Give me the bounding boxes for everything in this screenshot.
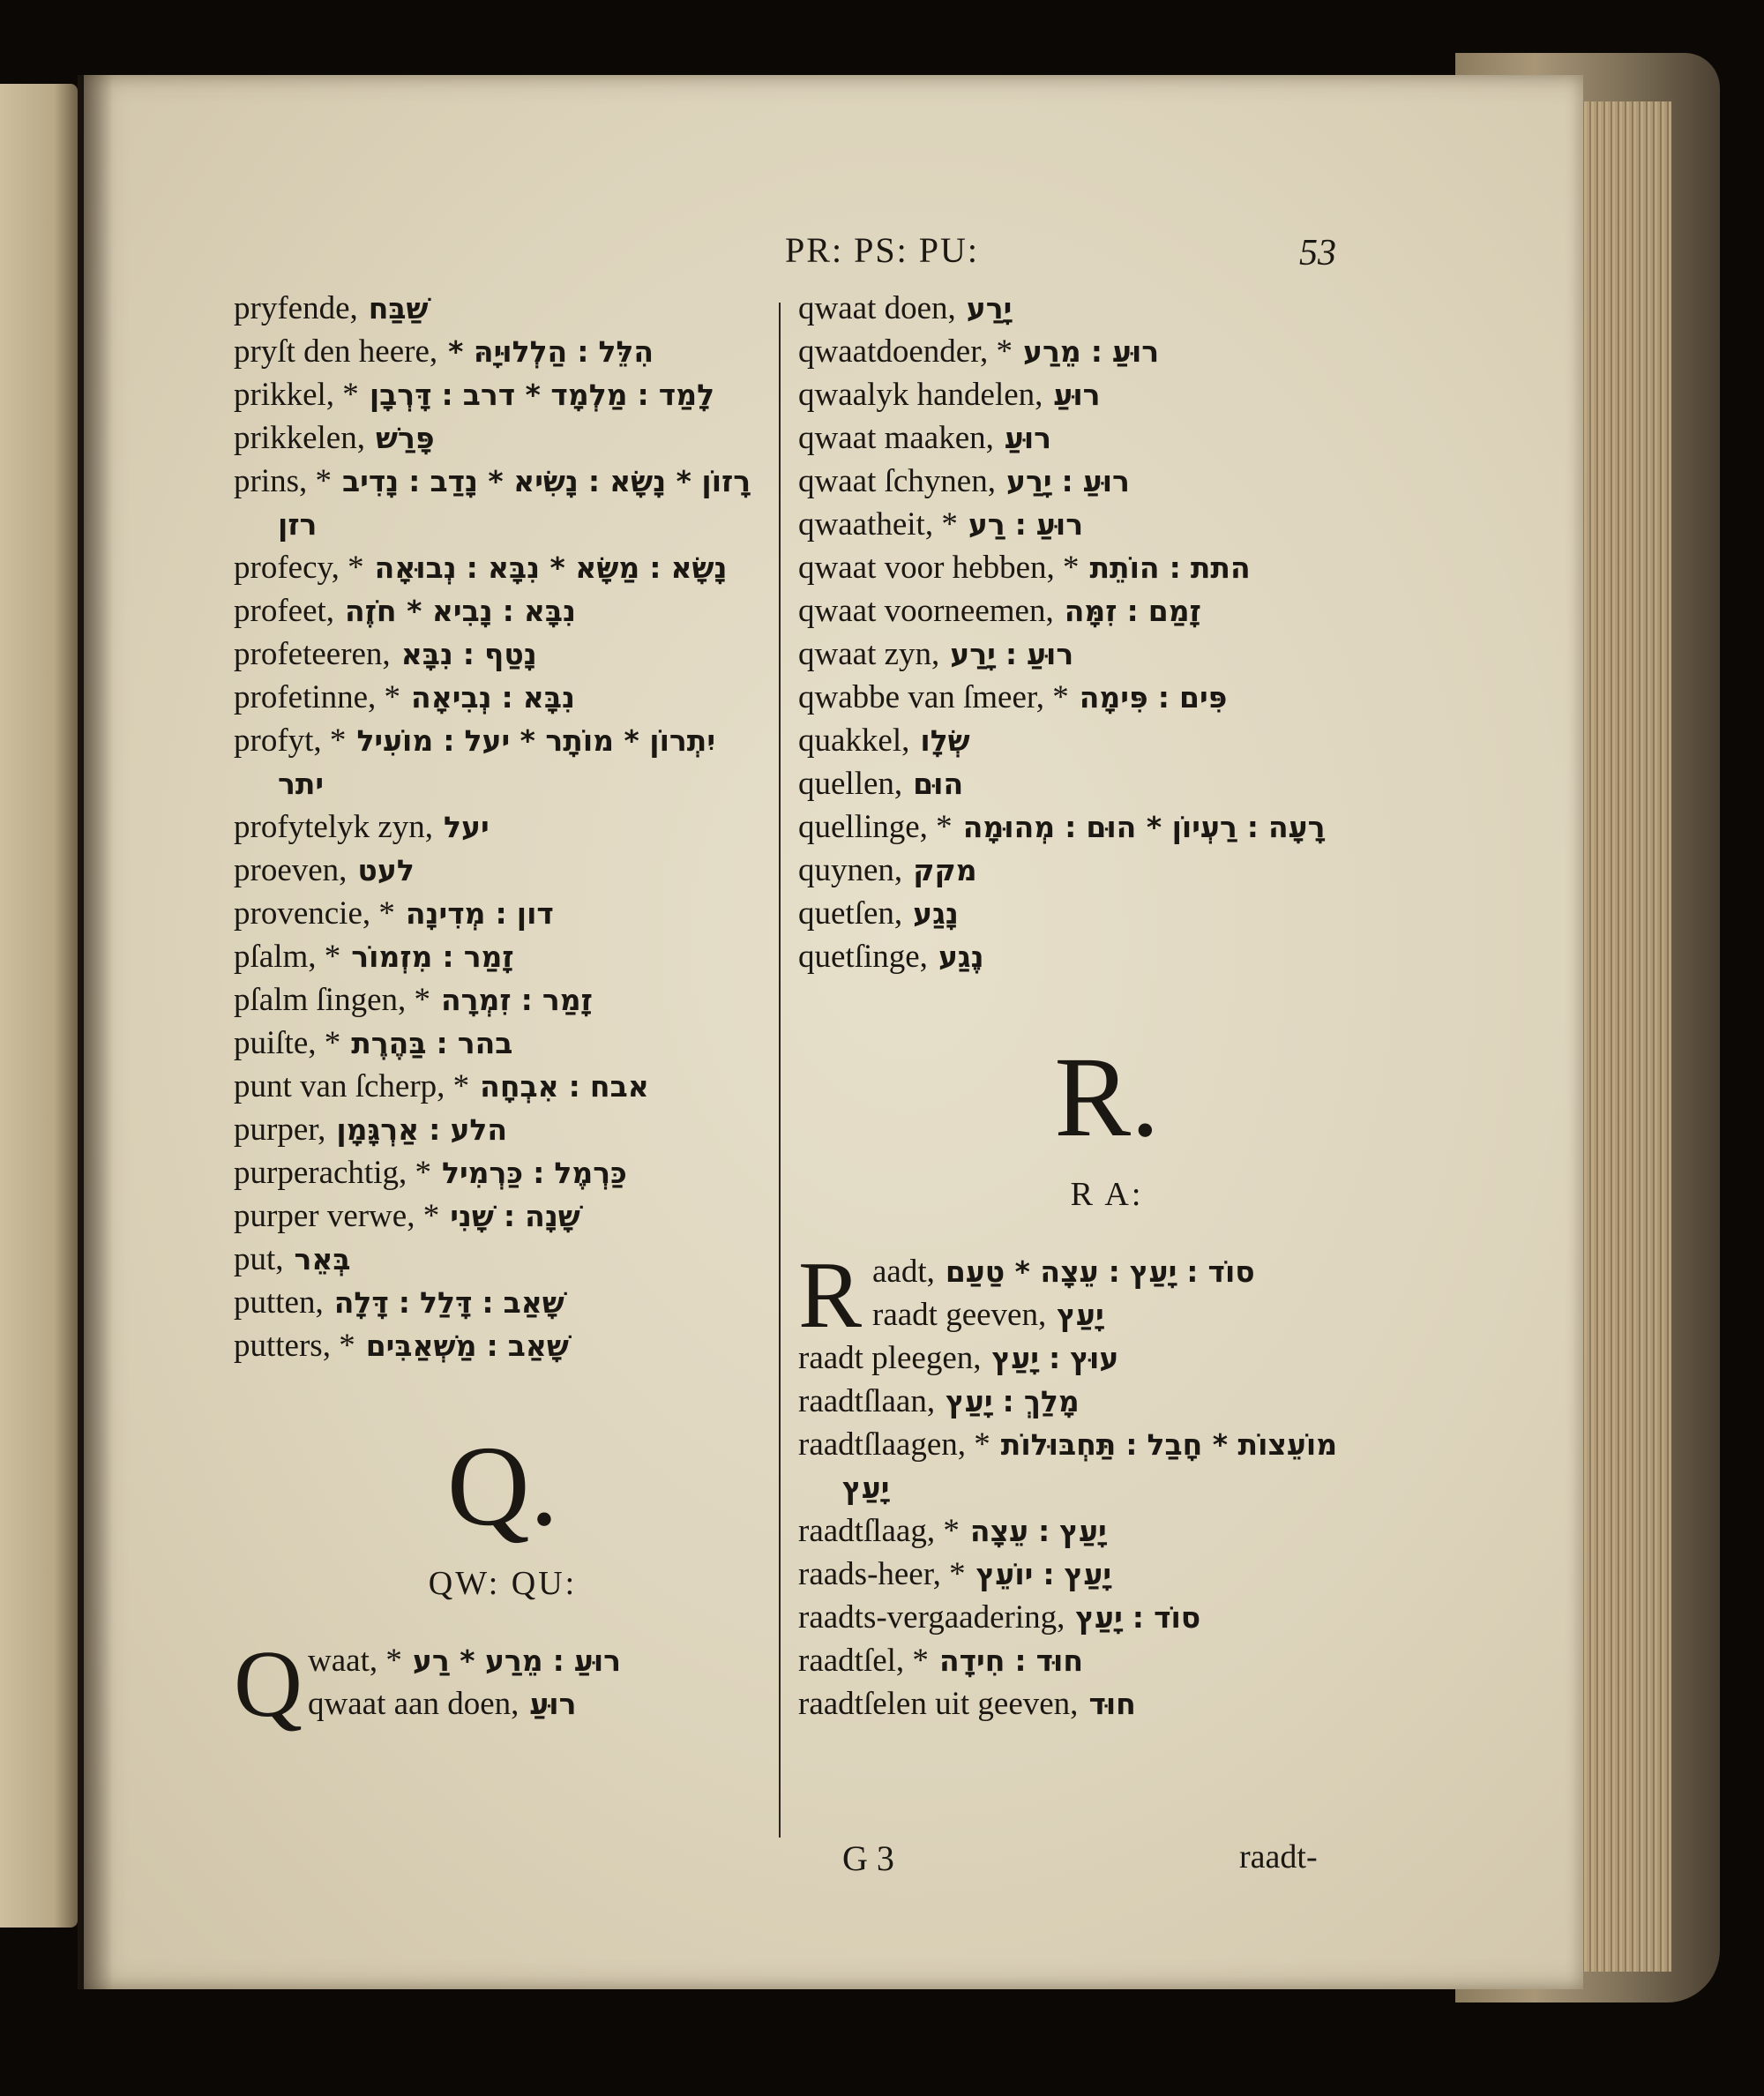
hebrew-term: לעט <box>357 853 415 887</box>
hebrew-term: רוּעַ <box>529 1687 577 1721</box>
hebrew-term: נָטַף ׃ נִבָּא <box>400 637 537 671</box>
dutch-term: purper verwe, * <box>234 1198 440 1234</box>
hebrew-term: סוֹד ׃ יָעַץ ׃ עֵצָה * טַעַם <box>945 1254 1255 1289</box>
hebrew-term: שַׁבַּח <box>368 291 429 326</box>
dictionary-entry <box>798 460 1416 503</box>
hebrew-term: לָמַד ׃ מַלְמָד * דרב ׃ דָּרְבָן <box>369 378 715 412</box>
dictionary-entry <box>234 1108 772 1151</box>
dictionary-entry <box>798 1336 1416 1380</box>
hebrew-term: נָשָׂא ׃ מַשָּׂא * נִבָּא ׃ נְבוּאָה <box>374 550 728 585</box>
dutch-term: raadts-vergaadering, <box>798 1599 1065 1636</box>
entry-continuation <box>234 503 772 546</box>
dictionary-entry <box>798 287 1416 330</box>
dutch-term: qwabbe van ſmeer, * <box>798 679 1069 715</box>
dictionary-entry <box>798 762 1416 805</box>
dutch-term: profetinne, * <box>234 679 401 715</box>
dictionary-entry <box>234 978 772 1022</box>
dutch-term: purper, <box>234 1112 326 1148</box>
dutch-term: pſalm, * <box>234 939 341 975</box>
dutch-term: raadtſelen uit geeven, <box>798 1686 1079 1722</box>
dictionary-entry <box>798 633 1416 676</box>
dictionary-entry <box>234 719 772 762</box>
dutch-term: punt van ſcherp, * <box>234 1068 470 1104</box>
dutch-term: profeet, <box>234 593 335 629</box>
hebrew-term: יָרַע <box>966 291 1013 326</box>
running-head: PR: PS: PU: <box>785 230 979 270</box>
hebrew-term: זָמַם ׃ זִמָּה <box>1064 594 1201 628</box>
letter-heading-q: Q. <box>446 1423 559 1550</box>
hebrew-term: רוּעַ <box>1004 421 1052 455</box>
hebrew-term: מקק <box>913 853 977 887</box>
hebrew-term: נִבָּא ׃ נְבִיאָה <box>411 680 575 715</box>
dictionary-entry <box>234 1022 772 1065</box>
hebrew-term: שָׁנָה ׃ שָׁנִי <box>450 1199 580 1233</box>
hebrew-term: התת ׃ הוֹתֵת <box>1089 550 1251 585</box>
hebrew-term: שָׁאַב ׃ מַשְׁאַבִּים <box>365 1329 569 1363</box>
hebrew-term: הִלֵּל ׃ הַלְלוּיָהּ * <box>448 334 654 369</box>
dictionary-entry <box>798 1639 1416 1682</box>
dictionary-entry <box>798 849 1416 892</box>
dictionary-entry <box>234 935 772 978</box>
dutch-term: provencie, * <box>234 895 395 932</box>
dutch-term: qwaatheit, * <box>798 506 958 543</box>
hebrew-term: בְּאֵר <box>294 1242 351 1276</box>
entry-continuation <box>234 762 772 805</box>
dutch-term: qwaalyk handelen, <box>798 377 1043 413</box>
dictionary-entry <box>234 676 772 719</box>
page-content <box>84 75 1583 1989</box>
hebrew-term: חוּד ׃ חִידָה <box>938 1643 1084 1678</box>
hebrew-term: זָמַר ׃ זִמְרָה <box>441 983 593 1017</box>
hebrew-term: רוּעַ ׃ רַע <box>968 507 1084 542</box>
dictionary-entry <box>308 1682 772 1725</box>
dictionary-entry <box>872 1250 1416 1293</box>
dictionary-entry <box>234 1194 772 1238</box>
r-initial-block <box>798 1243 1416 1348</box>
dictionary-entry <box>798 676 1416 719</box>
hebrew-term: נִבָּא ׃ נָבִיא * חֹזֶה <box>345 594 577 628</box>
dutch-term: qwaat voorneemen, <box>798 593 1054 629</box>
dutch-term: prikkel, * <box>234 377 359 413</box>
hebrew-term: בהר ׃ בַּהֶרֶת <box>351 1026 513 1060</box>
dictionary-entry <box>234 589 772 633</box>
hebrew-term: רזן <box>278 507 318 542</box>
hebrew-term: כַּרְמֶל ׃ כַּרְמִיל <box>441 1156 627 1190</box>
dutch-term: raadt geeven, <box>872 1297 1047 1333</box>
hebrew-term: סוֹד ׃ יָעַץ <box>1075 1600 1201 1635</box>
dictionary-entry <box>234 1281 772 1324</box>
dictionary-entry <box>234 1065 772 1108</box>
dictionary-entry <box>798 805 1416 849</box>
spine-shadow <box>78 75 113 1989</box>
dutch-term: raadtſlaan, <box>798 1383 936 1419</box>
dictionary-entry <box>798 373 1416 416</box>
hebrew-term: זָמַר ׃ מִזְמוֹר <box>351 939 514 974</box>
dutch-term: pryſt den heere, <box>234 333 438 370</box>
dutch-term: proeven, <box>234 852 348 888</box>
dictionary-entry <box>234 287 772 330</box>
dutch-term: prins, * <box>234 463 332 499</box>
drop-cap-q: Q <box>234 1632 303 1737</box>
dictionary-entry <box>798 589 1416 633</box>
dictionary-entry <box>234 546 772 589</box>
hebrew-term: רוּעַ ׃ מֵרַע * רַע <box>412 1643 622 1678</box>
dutch-term: profeteeren, <box>234 636 391 672</box>
dictionary-entry <box>798 546 1416 589</box>
dictionary-entry <box>234 1238 772 1281</box>
hebrew-term: יָעַץ ׃ עֵצָה <box>969 1514 1107 1548</box>
hebrew-term: דון ׃ מְדִינָה <box>405 896 554 931</box>
dictionary-entry <box>798 1596 1416 1639</box>
dutch-term: raads-heer, * <box>798 1556 966 1592</box>
dutch-term: qwaat voor hebben, * <box>798 550 1080 586</box>
previous-page-edge <box>0 84 78 1928</box>
dutch-term: aadt, <box>872 1254 935 1290</box>
dictionary-entry <box>798 1423 1416 1466</box>
dutch-term: quetſen, <box>798 895 903 932</box>
dutch-term: waat, * <box>308 1643 402 1679</box>
dutch-term: putten, <box>234 1284 324 1321</box>
left-column <box>234 287 772 1737</box>
dutch-term: quakkel, <box>798 722 910 759</box>
dutch-term: raadtſlaagen, * <box>798 1426 990 1463</box>
subheading-ra: R A: <box>1070 1176 1144 1213</box>
hebrew-term: רוּעַ ׃ מֵרַע <box>1023 334 1160 369</box>
dictionary-entry <box>798 416 1416 460</box>
drop-cap-r: R <box>798 1243 863 1348</box>
subheading-qw-qu: QW: QU: <box>428 1565 578 1602</box>
hebrew-term: יתר <box>278 767 325 801</box>
dictionary-entry <box>234 1151 772 1194</box>
hebrew-term: רָעָה ׃ רַעְיוֹן * הוּם ׃ מְהוּמָה <box>962 810 1326 844</box>
dictionary-entry <box>798 1553 1416 1596</box>
hebrew-term: הוּם <box>913 767 964 801</box>
dutch-term: putters, * <box>234 1328 355 1364</box>
hebrew-term: רוּעַ ׃ יָרַע <box>1005 464 1130 498</box>
right-column <box>798 287 1416 1725</box>
hebrew-term: יָעַץ ׃ יוֹעֵץ <box>975 1557 1112 1591</box>
dutch-term: qwaat doen, <box>798 290 956 326</box>
dutch-term: qwaat ſchynen, <box>798 463 996 499</box>
hebrew-term: נָגַע <box>913 896 959 931</box>
hebrew-term: אבח ׃ אִבְחָה <box>480 1069 649 1104</box>
p-entries-list <box>234 287 772 1367</box>
dictionary-entry <box>798 719 1416 762</box>
hebrew-term: נֶגַע <box>938 939 984 974</box>
letter-heading-r: R. <box>1054 1034 1160 1161</box>
dutch-term: quellinge, * <box>798 809 953 845</box>
dutch-term: qwaat maaken, <box>798 420 994 456</box>
dutch-term: profytelyk zyn, <box>234 809 434 845</box>
hebrew-term: שְׂלָו <box>920 723 970 758</box>
dutch-term: raadtſlaag, * <box>798 1513 960 1549</box>
dictionary-entry <box>234 330 772 373</box>
dictionary-entry <box>234 373 772 416</box>
hebrew-term: רוּעַ ׃ יָרַע <box>950 637 1074 671</box>
hebrew-term: רוּעַ <box>1053 378 1101 412</box>
hebrew-term: יִתְרוֹן * מוֹתָר * יעל ׃ מוֹעִיל <box>356 723 716 758</box>
dictionary-entry <box>234 805 772 849</box>
catchword: raadt- <box>1239 1838 1318 1875</box>
hebrew-term: חוּד <box>1088 1687 1136 1721</box>
hebrew-term: רָזוֹן * נָשָׂא ׃ נָשִׂיא * נָדַב ׃ נָדִיב <box>342 464 751 498</box>
dictionary-entry <box>798 503 1416 546</box>
dutch-term: puiſte, * <box>234 1025 341 1061</box>
dictionary-entry <box>308 1639 772 1682</box>
dictionary-entry <box>798 330 1416 373</box>
hebrew-term: מוֹעֵצוֹת * חָבַל ׃ תַּחְבּוּלוֹת <box>1000 1427 1338 1462</box>
dutch-term: qwaat aan doen, <box>308 1686 519 1722</box>
dutch-term: quetſinge, <box>798 939 928 975</box>
dictionary-entry <box>798 892 1416 935</box>
dictionary-entry <box>798 1380 1416 1423</box>
dictionary-entry <box>798 935 1416 978</box>
entry-continuation <box>798 1466 1416 1509</box>
hebrew-term: עוּץ ׃ יָעַץ <box>991 1341 1119 1375</box>
dictionary-entry <box>234 633 772 676</box>
dictionary-entry <box>234 892 772 935</box>
hebrew-term: יָעַץ <box>842 1471 890 1505</box>
dutch-term: qwaatdoender, * <box>798 333 1013 370</box>
dictionary-entry <box>872 1293 1416 1336</box>
hebrew-term: יעל <box>444 810 490 844</box>
dictionary-entry <box>234 1324 772 1367</box>
dictionary-entry <box>798 1682 1416 1725</box>
hebrew-term: פִּים ׃ פִּימָה <box>1079 680 1228 715</box>
dutch-term: quellen, <box>798 766 903 802</box>
dictionary-entry <box>798 1509 1416 1553</box>
dictionary-entry <box>234 460 772 503</box>
dictionary-entry <box>234 416 772 460</box>
q-initial-block <box>234 1632 772 1737</box>
dutch-term: raadt pleegen, <box>798 1340 982 1376</box>
hebrew-term: הלע ׃ אַרְגָּמָן <box>336 1112 508 1147</box>
dutch-term: purperachtig, * <box>234 1155 431 1191</box>
dutch-term: pryfende, <box>234 290 358 326</box>
dutch-term: put, <box>234 1241 284 1277</box>
dutch-term: pſalm ſingen, * <box>234 982 430 1018</box>
dutch-term: profecy, * <box>234 550 364 586</box>
dutch-term: raadtſel, * <box>798 1643 929 1679</box>
dutch-term: profyt, * <box>234 722 347 759</box>
hebrew-term: יָעַץ <box>1057 1298 1104 1332</box>
page-number: 53 <box>1299 233 1336 273</box>
dutch-term: qwaat zyn, <box>798 636 940 672</box>
dutch-term: quynen, <box>798 852 903 888</box>
dutch-term: prikkelen, <box>234 420 365 456</box>
hebrew-term: פָּרַשׁ <box>375 421 435 455</box>
q-entries-list <box>798 287 1416 978</box>
column-rule <box>779 303 781 1838</box>
r-entries-list <box>798 1336 1416 1725</box>
hebrew-term: שָׁאַב ׃ דָּלַל ׃ דָּלָה <box>333 1285 564 1320</box>
dictionary-entry <box>234 849 772 892</box>
book-page <box>84 75 1583 1989</box>
signature-mark: G 3 <box>842 1838 894 1878</box>
hebrew-term: מָלַךְ ׃ יָעַץ <box>946 1384 1080 1419</box>
